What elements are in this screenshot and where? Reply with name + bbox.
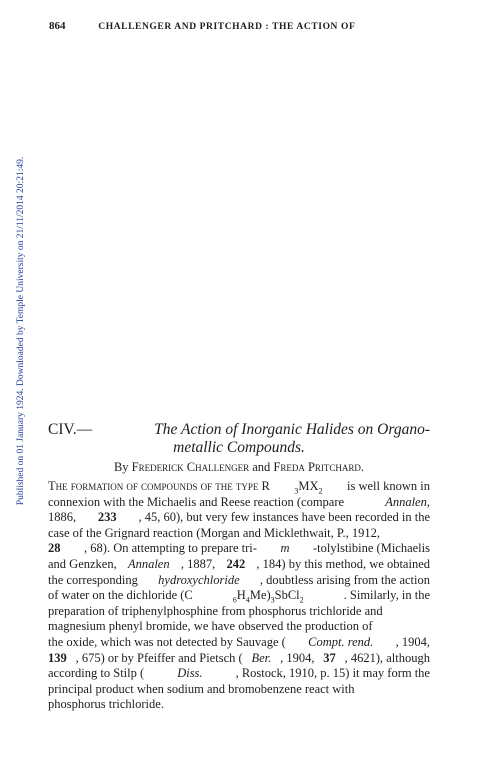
article-title <box>48 421 430 457</box>
author-name: Frederick Challenger <box>131 460 250 474</box>
body-line <box>48 495 430 511</box>
body-line <box>48 573 430 589</box>
text-span: , 1887, <box>180 556 216 571</box>
text-span: , Rostock, 1910, p. 15) it may form the <box>235 666 430 681</box>
body-text <box>48 479 430 713</box>
text-span: , doubtless arising from the action <box>259 572 430 587</box>
body-line <box>48 541 430 557</box>
text-span: the corresponding <box>48 572 138 587</box>
text-span: the oxide, which was not detected by Sauvage ( <box>48 634 286 649</box>
title-text-1: The Action of Inorganic Halides on Organo- <box>154 421 430 438</box>
text-span: The formation of compounds of the type R <box>48 479 270 493</box>
body-line: preparation of triphenylphosphine from phosphorus trichloride and <box>48 603 383 618</box>
page-number: 864 <box>49 20 66 32</box>
body-line <box>48 666 430 682</box>
volume-number: 28 <box>48 541 61 556</box>
journal-name: Annalen, <box>385 494 430 509</box>
running-header <box>49 20 355 32</box>
text-span: -tolylstibine (Michaelis <box>313 541 430 556</box>
text-span: 1886, <box>48 510 77 525</box>
byline <box>48 460 430 475</box>
volume-number: 139 <box>48 650 67 665</box>
formula: $_6H_4Me)_3SbCl_2$ <box>232 588 304 605</box>
journal-name: Diss. <box>177 666 203 681</box>
byline-by: By <box>113 460 129 474</box>
title-line-2: metallic Compounds. <box>173 439 305 456</box>
body-line <box>48 651 430 667</box>
volume-number: 233 <box>97 510 117 525</box>
text-span: , 4621), although <box>344 650 430 665</box>
volume-number: 37 <box>323 650 336 665</box>
body-line: magnesium phenyl bromide, we have observed the production of <box>48 619 373 634</box>
text-span: connexion with the Michaelis and Reese reaction (compare <box>48 494 345 509</box>
download-notice <box>14 86 28 576</box>
text-span: , 68). On attempting to prepare tri- <box>84 541 257 556</box>
body-line: phosphorus trichloride. <box>48 697 164 712</box>
article-number: CIV.— <box>48 421 93 438</box>
volume-number: 242 <box>226 556 246 571</box>
text-span: of water on the dichloride (C <box>48 588 193 603</box>
text-span: according to Stilp ( <box>48 666 145 681</box>
text-span: and Genzken, <box>48 556 117 571</box>
title-line-1 <box>48 421 430 439</box>
text-span: , 1904, <box>280 650 315 665</box>
author-name: Freda Pritchard. <box>273 460 365 474</box>
compound-name: hydroxychloride <box>158 572 240 587</box>
download-notice-text: Published on 01 January 1924. Downloaded by Temple University on 21/11/2014 20:21:49. <box>16 156 26 506</box>
body-line <box>48 510 430 526</box>
body-line <box>48 557 430 573</box>
text-span: . Similarly, in the <box>343 588 430 603</box>
body-line: principal product when sodium and bromobenzene react with <box>48 681 355 696</box>
text-span: , 184) by this method, we obtained <box>256 556 430 571</box>
journal-name: Annalen <box>127 556 170 571</box>
body-line <box>48 635 430 651</box>
body-line <box>48 479 430 495</box>
text-span: m <box>280 541 290 556</box>
text-span: , 1904, <box>395 634 430 649</box>
formula: $_3MX_2$ <box>294 479 323 496</box>
text-span: , 45, 60), but very few instances have been recorded in the <box>138 510 430 525</box>
body-line: case of the Grignard reaction (Morgan and Micklethwait, P., 1912, <box>48 525 380 540</box>
journal-name: Ber. <box>251 650 272 665</box>
byline-and: and <box>252 460 271 474</box>
text-span: , 675) or by Pfeiffer and Pietsch ( <box>75 650 243 665</box>
text-span: is well known in <box>347 479 430 493</box>
running-head: CHALLENGER AND PRITCHARD : THE ACTION OF <box>98 22 356 32</box>
body-line <box>48 588 430 604</box>
journal-name: Compt. rend. <box>308 634 374 649</box>
